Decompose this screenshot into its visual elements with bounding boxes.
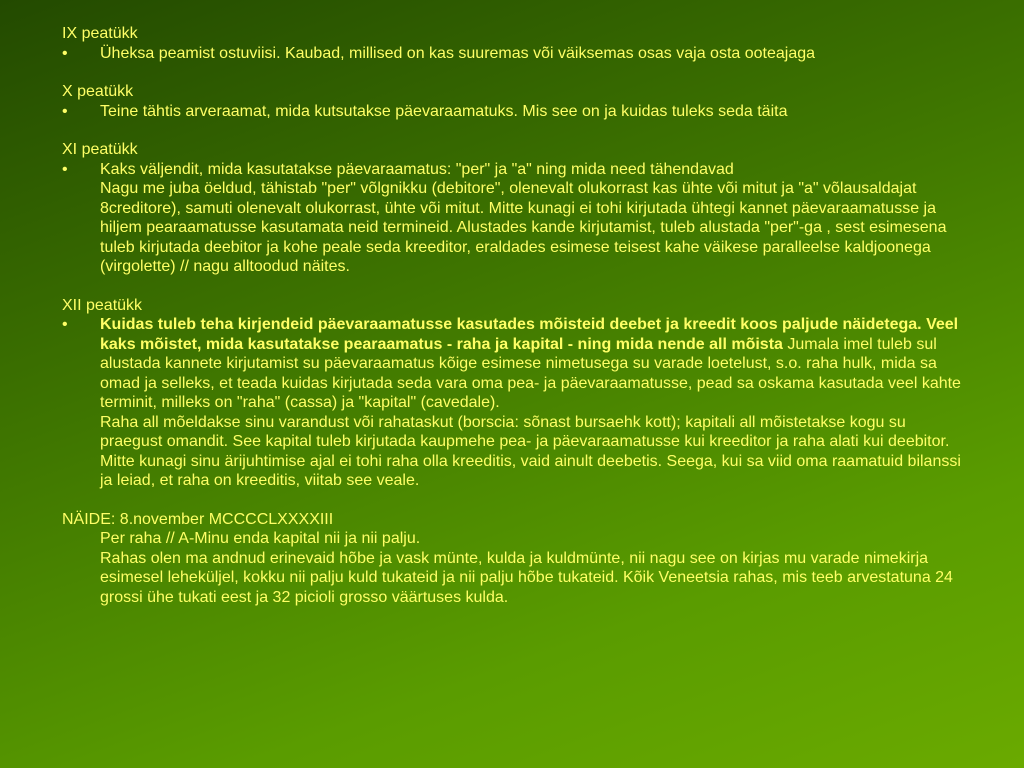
bullet-text: Teine tähtis arveraamat, mida kutsutakse päevaraamatuks. Mis see on ja kuidas tuleks seda täita [100,102,788,120]
bullet-item [62,160,972,277]
bullet-text-line2: Raha all mõeldakse sinu varandust või rahataskut (borscia: sõnast bursaehk kott); kapitali all mõistetakse kogu su praegust omandit. See kapital tuleb kirjutada kaupmehe pea- ja päevaraamatusse kui kreeditor ja raha alati kui deebitor. Mitte kunagi sinu ärijuhtimise ajal ei tohi raha olla kreeditis, vaid ainult deebetis. Seega, kui sa viid oma raamatuid bilanssi ja leiad, et raha on kreeditis, viitab see veale. [100,413,961,489]
section-heading: IX peatükk [62,25,138,42]
bullet-bold-text: Kuidas tuleb teha kirjendeid päevaraamatusse kasutades mõisteid deebet ja kreedit koos paljude näidetega. Veel kaks mõistet, mida kasutatakse pearaamatus - raha ja kapital - ning mida nende all mõista [100,316,959,353]
example-line2: Rahas olen ma andnud erinevaid hõbe ja vask münte, kulda ja kuldmünte, nii nagu see on kirjas mu varade nimekirja esimesel leheküljel, kokku nii palju kuld tukateid ja nii palju hõbe tukateid. Kõik Veneetsia rahas, mis teeb arvestatuna 24 grossi ühe tukati eest ja 32 picioli grosso väärtuses kulda. [100,549,953,606]
bullet-item [62,44,972,64]
example-section [62,510,972,608]
section-xi [62,140,972,277]
bullet-icon: • [62,44,68,62]
bullet-icon: • [62,316,68,333]
example-body [62,529,972,607]
bullet-text-line1: Kaks väljendit, mida kasutatakse päevaraamatus: "per" ja "a" ning mida need tähendavad [100,160,734,178]
example-line1: Per raha // A-Minu enda kapital nii ja nii palju. [100,530,421,547]
bullet-normal-text: Jumala imel tuleb sul alustada kannete kirjutamist su päevaraamatus kõige esimese nimetusega su varade loetelust, s.o. raha hulk, mida sa omad ja selleks, et teada kuidas kirjutada seda vara oma pea- ja päevaraamatusse, pead sa oskama kasutada veel kahte terminit, milleks on "raha" (cassa) ja "kapital" (cavedale). [100,335,961,411]
bullet-icon: • [62,102,68,120]
bullet-text-line2: Nagu me juba öeldud, tähistab "per" võlgnikku (debitore", olenevalt olukorrast kas ühte või mitut ja "a" võlausaldajat 8creditore), samuti olenevalt olukorrast, ühte või mitut. Mitte kunagi ei tohi kirjutada ühtegi kannet päevaraamatusse ja hiljem pearaamatusse kasutamata neid termineid. Alustades kande kirjutamist, tuleb alustada "per"-ga , sest esimesena tuleb kirjutada deebitor ja kohe peale seda kreeditor, eraldades esimese teisest kahe väikese paralleelse kaldjoonega (virgolette) // nagu alltoodud näites. [100,180,947,275]
section-xii [62,296,972,491]
bullet-item [62,315,972,491]
section-x [62,82,972,121]
bullet-icon: • [62,160,68,178]
section-heading: XI peatükk [62,141,138,158]
bullet-text: Üheksa peamist ostuviisi. Kaubad, millised on kas suuremas või väiksemas osas vaja osta ooteajaga [100,44,816,62]
section-heading: XII peatükk [62,296,143,314]
bullet-item [62,102,972,122]
section-heading: X peatükk [62,83,134,100]
slide-content [62,24,972,626]
bullet-paragraph [100,315,972,413]
section-ix [62,24,972,63]
example-heading: NÄIDE: 8.november MCCCCLXXXXIII [62,510,334,528]
